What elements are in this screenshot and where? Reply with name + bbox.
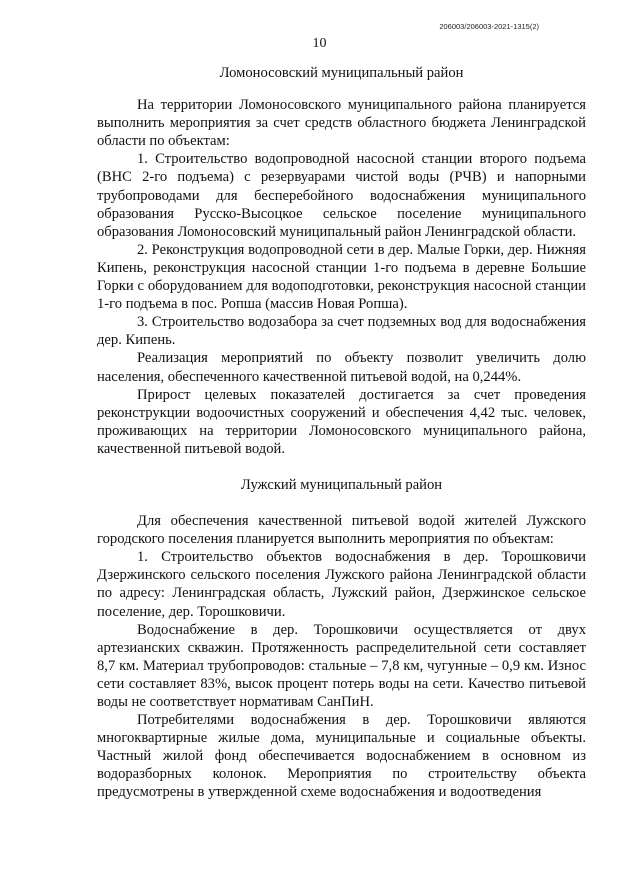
- document-id: 206003/206003-2021-1315(2): [439, 22, 539, 31]
- paragraph: Водоснабжение в дер. Торошковичи осуществляется от двух артезианских скважин. Протяженность распределительной сети составляет 8,7 км. Материал трубопроводов: стальные – 7,8 км, чугунные – 0,9 км. Износ сети составляет 83%, высок процент потерь воды на сети. Качество питьевой воды не соответствует нормативам СанПиН.: [97, 621, 586, 710]
- paragraph: 1. Строительство водопроводной насосной станции второго подъема (ВНС 2-го подъема) с резервуарами чистой воды (РЧВ) и напорными трубопроводами для бесперебойного водоснабжения муниципального образования Русско-Высоцкое сельское поселение муниципального образования Ломоносовский муниципальный район Ленинградской области.: [97, 151, 586, 240]
- page-content: [97, 64, 586, 802]
- paragraph: Реализация мероприятий по объекту позволит увеличить долю населения, обеспеченного качественной питьевой водой, на 0,244%.: [97, 350, 586, 385]
- page-number: 10: [312, 36, 327, 51]
- paragraph: Для обеспечения качественной питьевой водой жителей Лужского городского поселения планируется выполнить мероприятия по объектам:: [97, 513, 586, 548]
- paragraph: На территории Ломоносовского муниципального района планируется выполнить мероприятия за счет средств областного бюджета Ленинградской области по объектам:: [97, 97, 586, 150]
- paragraph: 3. Строительство водозабора за счет подземных вод для водоснабжения дер. Кипень.: [97, 314, 586, 349]
- paragraph: 2. Реконструкция водопроводной сети в дер. Малые Горки, дер. Нижняя Кипень, реконструкция насосной станции 1-го подъема в деревне Большие Горки с оборудованием для водоподготовки, реконструкция насосной станции 1-го подъема в пос. Ропша (массив Новая Ропша).: [97, 241, 586, 313]
- section-heading-luga: Лужский муниципальный район: [240, 476, 443, 493]
- paragraph: 1. Строительство объектов водоснабжения в дер. Торошковичи Дзержинского сельского поселения Лужского района Ленинградской области по адресу: Ленинградская область, Лужский район, Дзержинское сельское поселение, дер. Торошковичи.: [97, 549, 586, 620]
- paragraph: Потребителями водоснабжения в дер. Торошковичи являются многоквартирные жилые дома, муниципальные и социальные объекты. Частный жилой фонд обеспечивается водоснабжением в основном из водоразборных колонок. Мероприятия по строительству объекта предусмотрены в утвержденной схеме водоснабжения и водоотведения: [97, 712, 586, 801]
- paragraph: Прирост целевых показателей достигается за счет проведения реконструкции водоочистных сооружений и обеспечения 4,42 тыс. человек, проживающих на территории Ломоносовского муниципального района, качественной питьевой водой.: [97, 386, 586, 457]
- section-heading-lomonosov: Ломоносовский муниципальный район: [219, 65, 464, 81]
